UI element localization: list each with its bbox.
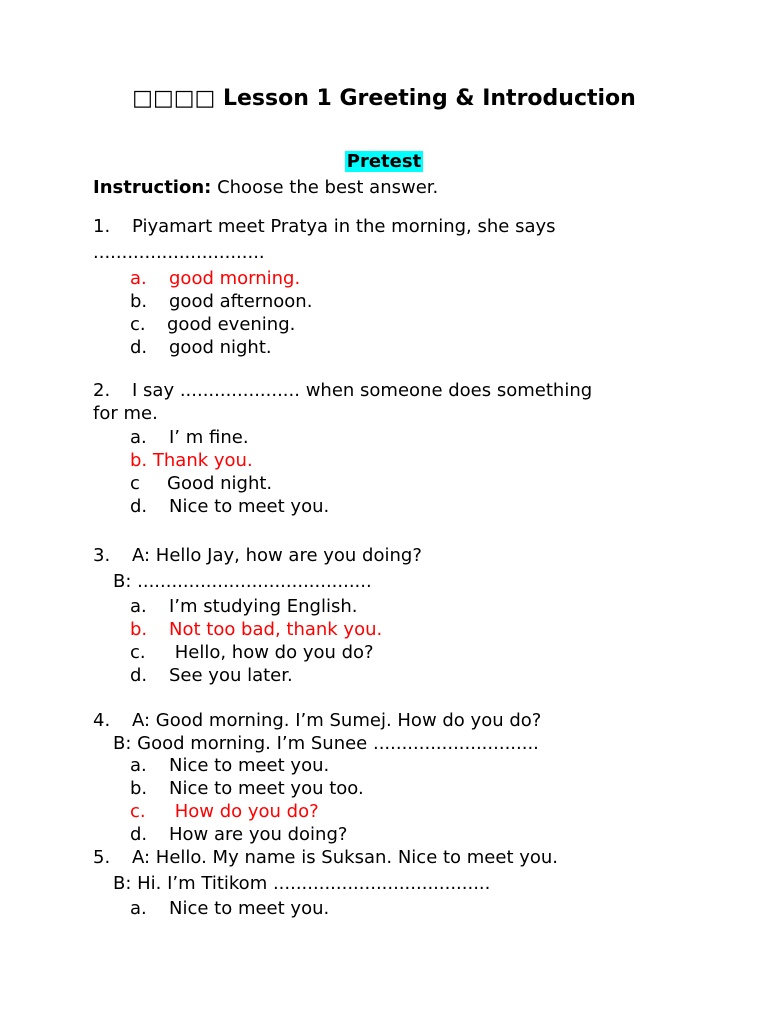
option-2d: d. Nice to meet you.: [130, 496, 330, 517]
option-3b: b. Not too bad, thank you.: [130, 619, 383, 640]
option-4d: d. How are you doing?: [130, 824, 348, 845]
instruction: [93, 177, 438, 199]
option-2c: c Good night.: [130, 473, 273, 494]
option-1c: c. good evening.: [130, 314, 296, 335]
question-5: [93, 847, 558, 869]
question-4: [93, 710, 541, 732]
question-1: [93, 216, 556, 238]
question-number: 5.: [93, 847, 111, 868]
question-4-line-2: B: Good morning. I’m Sunee .............................: [113, 733, 539, 754]
question-text: A: Hello. My name is Suksan. Nice to meet you.: [132, 847, 559, 868]
pretest-heading: Pretest: [346, 151, 422, 172]
instruction-label: Instruction:: [93, 177, 212, 198]
question-3: [93, 545, 422, 567]
question-text: A: Good morning. I’m Sumej. How do you do?: [132, 710, 542, 731]
option-5a: a. Nice to meet you.: [130, 898, 330, 919]
option-3d: d. See you later.: [130, 665, 293, 686]
question-text: A: Hello Jay, how are you doing?: [132, 545, 422, 566]
question-3-line-2: B: .........................................: [113, 571, 372, 592]
question-text: Piyamart meet Pratya in the morning, she says: [132, 216, 556, 237]
option-2a: a. I’ m fine.: [130, 427, 249, 448]
option-1a: a. good morning.: [130, 268, 301, 289]
question-1-line-2: ..............................: [93, 242, 265, 263]
question-number: 2.: [93, 380, 111, 401]
option-3c: c. Hello, how do you do?: [130, 642, 374, 663]
question-number: 3.: [93, 545, 111, 566]
option-4c: c. How do you do?: [130, 801, 319, 822]
option-3a: a. I’m studying English.: [130, 596, 358, 617]
question-text: I say ..................... when someone does something: [132, 380, 593, 401]
option-4b: b. Nice to meet you too.: [130, 778, 364, 799]
option-1d: d. good night.: [130, 337, 272, 358]
option-1b: b. good afternoon.: [130, 291, 313, 312]
instruction-text: Choose the best answer.: [211, 177, 439, 198]
question-number: 1.: [93, 216, 111, 237]
question-5-line-2: B: Hi. I’m Titikom ......................................: [113, 873, 491, 894]
question-number: 4.: [93, 710, 111, 731]
option-4a: a. Nice to meet you.: [130, 755, 330, 776]
question-2: [93, 380, 592, 402]
option-2b: b. Thank you.: [130, 450, 253, 471]
page-title: □□□□ Lesson 1 Greeting & Introduction: [132, 86, 636, 111]
question-2-line-2: for me.: [93, 403, 158, 424]
